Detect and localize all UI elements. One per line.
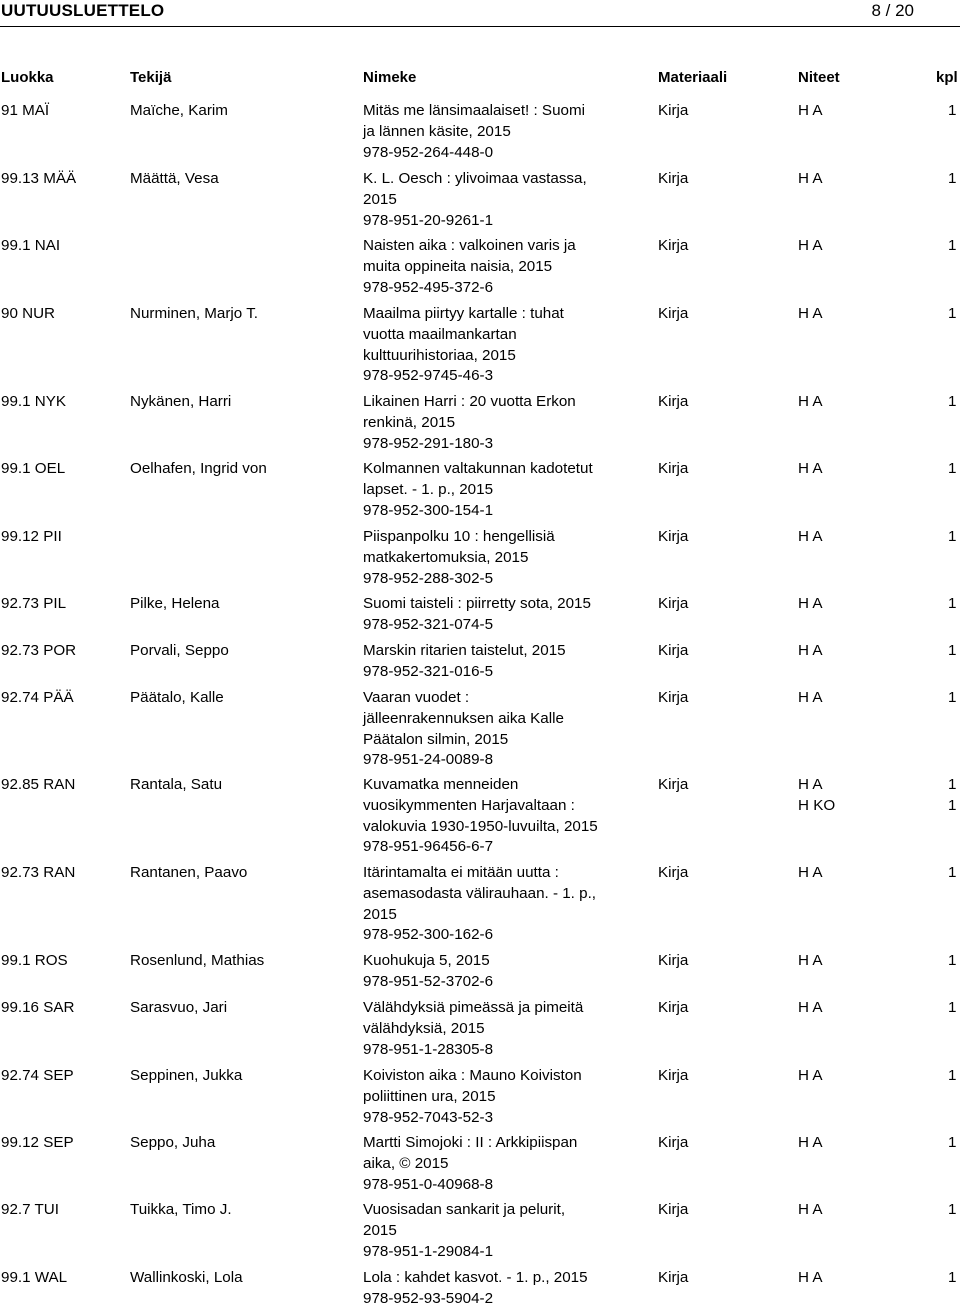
page-header bbox=[0, 0, 960, 26]
row-class-code: 99.1 WAL bbox=[1, 1269, 68, 1286]
row-notes bbox=[798, 594, 822, 615]
row-class-code: 90 NUR bbox=[1, 305, 56, 322]
row-quantity bbox=[948, 1268, 956, 1289]
row-quantity bbox=[948, 998, 956, 1019]
row-notes bbox=[798, 998, 822, 1019]
row-title bbox=[363, 594, 623, 636]
row-title-line: Vaaran vuodet : bbox=[363, 689, 470, 706]
row-author: Tuikka, Timo J. bbox=[130, 1201, 232, 1218]
row-quantity-value: 1 bbox=[948, 1067, 957, 1084]
row-material: Kirja bbox=[658, 393, 689, 410]
row-title-line: 2015 bbox=[363, 1221, 397, 1239]
row-isbn: 978-951-96456-6-7 bbox=[363, 838, 494, 856]
column-header-title: Nimeke bbox=[363, 69, 417, 86]
row-material: Kirja bbox=[658, 1134, 689, 1151]
row-material: Kirja bbox=[658, 952, 689, 969]
row-quantity-value: 1 bbox=[948, 595, 957, 612]
row-author: Wallinkoski, Lola bbox=[130, 1269, 243, 1286]
row-quantity-value: 1 bbox=[948, 776, 957, 793]
row-title-line: Maailma piirtyy kartalle : tuhat bbox=[363, 305, 564, 322]
row-title-line: Kuohukuja 5, 2015 bbox=[363, 952, 490, 969]
row-title-line: Vuosisadan sankarit ja pelurit, bbox=[363, 1201, 566, 1218]
row-title bbox=[363, 169, 623, 231]
row-notes bbox=[798, 951, 822, 972]
row-quantity bbox=[948, 641, 956, 662]
row-title bbox=[363, 863, 623, 946]
row-title-line: Lola : kahdet kasvot. - 1. p., 2015 bbox=[363, 1269, 588, 1286]
row-title-line: kulttuurihistoriaa, 2015 bbox=[363, 346, 516, 364]
header-divider bbox=[0, 26, 960, 27]
row-material: Kirja bbox=[658, 528, 689, 545]
row-notes bbox=[798, 101, 822, 122]
row-isbn: 978-952-264-448-0 bbox=[363, 143, 494, 161]
row-material: Kirja bbox=[658, 305, 689, 322]
row-class-code: 99.16 SAR bbox=[1, 999, 75, 1016]
row-isbn: 978-952-93-5904-2 bbox=[363, 1289, 494, 1307]
row-note: H A bbox=[798, 102, 823, 119]
row-quantity bbox=[948, 1200, 956, 1221]
row-author: Seppo, Juha bbox=[130, 1134, 216, 1151]
row-title bbox=[363, 527, 623, 589]
row-title bbox=[363, 1200, 623, 1262]
row-title-line: vuosikymmenten Harjavaltaan : bbox=[363, 796, 575, 814]
row-class-code: 92.73 POR bbox=[1, 642, 77, 659]
row-notes bbox=[798, 304, 822, 325]
row-notes bbox=[798, 236, 822, 257]
row-quantity-value: 1 bbox=[948, 460, 957, 477]
row-title bbox=[363, 998, 623, 1060]
row-note: H A bbox=[798, 952, 823, 969]
row-material: Kirja bbox=[658, 689, 689, 706]
row-isbn: 978-952-321-016-5 bbox=[363, 662, 494, 680]
row-title bbox=[363, 688, 623, 771]
row-quantity bbox=[948, 1066, 956, 1087]
row-author: Seppinen, Jukka bbox=[130, 1067, 243, 1084]
row-title bbox=[363, 392, 623, 454]
row-class-code: 92.7 TUI bbox=[1, 1201, 59, 1218]
row-notes bbox=[798, 1133, 822, 1154]
column-header-author: Tekijä bbox=[130, 69, 172, 86]
row-author: Päätalo, Kalle bbox=[130, 689, 224, 706]
row-title-line: Mitäs me länsimaalaiset! : Suomi bbox=[363, 102, 585, 119]
row-title-line: aika, © 2015 bbox=[363, 1154, 449, 1172]
row-quantity bbox=[948, 527, 956, 548]
row-quantity-value: 1 bbox=[948, 864, 957, 881]
row-material: Kirja bbox=[658, 776, 689, 793]
row-author: Oelhafen, Ingrid von bbox=[130, 460, 267, 477]
row-isbn: 978-951-1-28305-8 bbox=[363, 1040, 494, 1058]
row-title bbox=[363, 641, 623, 683]
row-isbn: 978-952-300-154-1 bbox=[363, 501, 494, 519]
row-author: Rantala, Satu bbox=[130, 776, 223, 793]
row-note: H A bbox=[798, 1201, 823, 1218]
row-note: H A bbox=[798, 999, 823, 1016]
row-title-line: valokuvia 1930-1950-luvuilta, 2015 bbox=[363, 817, 598, 835]
row-class-code: 92.73 PIL bbox=[1, 595, 67, 612]
row-note: H A bbox=[798, 460, 823, 477]
row-title-line: Kolmannen valtakunnan kadotetut bbox=[363, 460, 593, 477]
row-note: H A bbox=[798, 237, 823, 254]
row-title bbox=[363, 1066, 623, 1128]
row-author: Nurminen, Marjo T. bbox=[130, 305, 259, 322]
row-isbn: 978-952-291-180-3 bbox=[363, 434, 494, 452]
row-note: H A bbox=[798, 595, 823, 612]
row-material: Kirja bbox=[658, 1201, 689, 1218]
row-title-line: 2015 bbox=[363, 905, 397, 923]
row-title bbox=[363, 775, 623, 858]
row-quantity bbox=[948, 951, 956, 972]
row-title bbox=[363, 236, 623, 298]
row-class-code: 92.74 SEP bbox=[1, 1067, 74, 1084]
row-isbn: 978-952-9745-46-3 bbox=[363, 367, 494, 385]
row-quantity-value: 1 bbox=[948, 305, 957, 322]
row-title-line: Kuvamatka menneiden bbox=[363, 776, 519, 793]
row-quantity bbox=[948, 688, 956, 709]
row-quantity bbox=[948, 101, 956, 122]
row-notes bbox=[798, 863, 822, 884]
column-header-material: Materiaali bbox=[658, 69, 728, 86]
row-class-code: 92.73 RAN bbox=[1, 864, 76, 881]
row-class-code: 91 MAÏ bbox=[1, 102, 50, 119]
row-title bbox=[363, 1268, 623, 1310]
row-quantity-value: 1 bbox=[948, 642, 957, 659]
page-number: 8 / 20 bbox=[871, 1, 914, 20]
row-material: Kirja bbox=[658, 460, 689, 477]
row-isbn: 978-952-7043-52-3 bbox=[363, 1108, 494, 1126]
row-title-line: ja lännen käsite, 2015 bbox=[363, 122, 511, 140]
row-isbn: 978-952-300-162-6 bbox=[363, 926, 494, 944]
row-title-line: K. L. Oesch : ylivoimaa vastassa, bbox=[363, 170, 587, 187]
row-title-line: Piispanpolku 10 : hengellisiä bbox=[363, 528, 555, 545]
row-author: Pilke, Helena bbox=[130, 595, 220, 612]
row-note: H A bbox=[798, 1067, 823, 1084]
row-title-line: välähdyksiä, 2015 bbox=[363, 1019, 485, 1037]
row-quantity-value: 1 bbox=[948, 796, 957, 814]
row-class-code: 99.1 NYK bbox=[1, 393, 67, 410]
row-title bbox=[363, 101, 623, 163]
row-class-code: 99.1 ROS bbox=[1, 952, 68, 969]
column-header-qty: kpl bbox=[936, 69, 958, 86]
row-isbn: 978-951-52-3702-6 bbox=[363, 972, 494, 990]
row-quantity bbox=[948, 304, 956, 325]
row-title-line: jälleenrakennuksen aika Kalle bbox=[363, 709, 564, 727]
row-note: H A bbox=[798, 1269, 823, 1286]
row-class-code: 92.85 RAN bbox=[1, 776, 76, 793]
row-title-line: Suomi taisteli : piirretty sota, 2015 bbox=[363, 595, 591, 612]
row-note: H KO bbox=[798, 796, 836, 814]
row-quantity-value: 1 bbox=[948, 528, 957, 545]
row-quantity bbox=[948, 863, 956, 884]
row-note: H A bbox=[798, 1134, 823, 1151]
row-material: Kirja bbox=[658, 170, 689, 187]
row-title bbox=[363, 459, 623, 521]
row-isbn: 978-951-24-0089-8 bbox=[363, 751, 494, 769]
row-quantity bbox=[948, 594, 956, 615]
row-material: Kirja bbox=[658, 1067, 689, 1084]
row-isbn: 978-952-495-372-6 bbox=[363, 278, 494, 296]
row-quantity-value: 1 bbox=[948, 999, 957, 1016]
row-notes bbox=[798, 641, 822, 662]
row-note: H A bbox=[798, 305, 823, 322]
row-author: Määttä, Vesa bbox=[130, 170, 219, 187]
row-notes bbox=[798, 1066, 822, 1087]
row-author: Sarasvuo, Jari bbox=[130, 999, 228, 1016]
row-notes bbox=[798, 1268, 822, 1289]
row-material: Kirja bbox=[658, 102, 689, 119]
row-title-line: Itärintamalta ei mitään uutta : bbox=[363, 864, 559, 881]
row-quantity-value: 1 bbox=[948, 952, 957, 969]
row-title bbox=[363, 951, 623, 993]
row-author: Porvali, Seppo bbox=[130, 642, 229, 659]
row-title-line: lapset. - 1. p., 2015 bbox=[363, 480, 494, 498]
row-material: Kirja bbox=[658, 642, 689, 659]
row-quantity bbox=[948, 236, 956, 257]
row-material: Kirja bbox=[658, 1269, 689, 1286]
row-class-code: 99.1 NAI bbox=[1, 237, 61, 254]
row-quantity-value: 1 bbox=[948, 170, 957, 187]
row-quantity-value: 1 bbox=[948, 102, 957, 119]
row-note: H A bbox=[798, 689, 823, 706]
row-note: H A bbox=[798, 528, 823, 545]
row-quantity-value: 1 bbox=[948, 237, 957, 254]
row-quantity bbox=[948, 1133, 956, 1154]
row-note: H A bbox=[798, 776, 823, 793]
row-material: Kirja bbox=[658, 999, 689, 1016]
row-class-code: 99.12 SEP bbox=[1, 1134, 74, 1151]
row-title-line: asemasodasta välirauhaan. - 1. p., bbox=[363, 884, 597, 902]
row-isbn: 978-952-288-302-5 bbox=[363, 569, 494, 587]
row-quantity-value: 1 bbox=[948, 1134, 957, 1151]
row-title-line: renkinä, 2015 bbox=[363, 413, 456, 431]
row-notes bbox=[798, 688, 822, 709]
row-note: H A bbox=[798, 170, 823, 187]
row-title bbox=[363, 304, 623, 387]
row-author: Maïche, Karim bbox=[130, 102, 228, 119]
row-title-line: poliittinen ura, 2015 bbox=[363, 1087, 496, 1105]
row-title-line: Marskin ritarien taistelut, 2015 bbox=[363, 642, 566, 659]
row-author: Rosenlund, Mathias bbox=[130, 952, 265, 969]
row-author: Nykänen, Harri bbox=[130, 393, 232, 410]
row-notes bbox=[798, 169, 822, 190]
row-isbn: 978-951-1-29084-1 bbox=[363, 1242, 494, 1260]
row-title-line: Koiviston aika : Mauno Koiviston bbox=[363, 1067, 582, 1084]
column-header-notes: Niteet bbox=[798, 69, 840, 86]
row-class-code: 99.12 PII bbox=[1, 528, 62, 545]
row-class-code: 99.13 MÄÄ bbox=[1, 170, 77, 187]
row-note: H A bbox=[798, 864, 823, 881]
row-title-line: Päätalon silmin, 2015 bbox=[363, 730, 509, 748]
row-title-line: Likainen Harri : 20 vuotta Erkon bbox=[363, 393, 576, 410]
document-title: UUTUUSLUETTELO bbox=[1, 1, 165, 20]
row-title-line: Naisten aika : valkoinen varis ja bbox=[363, 237, 576, 254]
row-note: H A bbox=[798, 642, 823, 659]
row-notes bbox=[798, 392, 822, 413]
row-isbn: 978-951-0-40968-8 bbox=[363, 1175, 494, 1193]
row-material: Kirja bbox=[658, 595, 689, 612]
row-quantity-value: 1 bbox=[948, 393, 957, 410]
row-title-line: Välähdyksiä pimeässä ja pimeitä bbox=[363, 999, 584, 1016]
row-class-code: 92.74 PÄÄ bbox=[1, 689, 74, 706]
row-note: H A bbox=[798, 393, 823, 410]
row-notes bbox=[798, 459, 822, 480]
row-notes bbox=[798, 775, 835, 817]
row-title-line: vuotta maailmankartan bbox=[363, 325, 517, 343]
row-title-line: matkakertomuksia, 2015 bbox=[363, 548, 529, 566]
row-quantity-value: 1 bbox=[948, 1269, 957, 1286]
row-isbn: 978-952-321-074-5 bbox=[363, 615, 494, 633]
row-author: Rantanen, Paavo bbox=[130, 864, 248, 881]
row-material: Kirja bbox=[658, 237, 689, 254]
row-title-line: 2015 bbox=[363, 190, 397, 208]
row-title-line: Martti Simojoki : II : Arkkipiispan bbox=[363, 1134, 578, 1151]
row-quantity bbox=[948, 775, 956, 817]
row-quantity bbox=[948, 459, 956, 480]
row-quantity bbox=[948, 392, 956, 413]
row-material: Kirja bbox=[658, 864, 689, 881]
row-isbn: 978-951-20-9261-1 bbox=[363, 211, 494, 229]
row-quantity-value: 1 bbox=[948, 1201, 957, 1218]
row-notes bbox=[798, 527, 822, 548]
row-quantity-value: 1 bbox=[948, 689, 957, 706]
row-notes bbox=[798, 1200, 822, 1221]
column-header-class: Luokka bbox=[1, 69, 54, 86]
row-quantity bbox=[948, 169, 956, 190]
row-title-line: muita oppineita naisia, 2015 bbox=[363, 257, 553, 275]
row-class-code: 99.1 OEL bbox=[1, 460, 66, 477]
row-title bbox=[363, 1133, 623, 1195]
